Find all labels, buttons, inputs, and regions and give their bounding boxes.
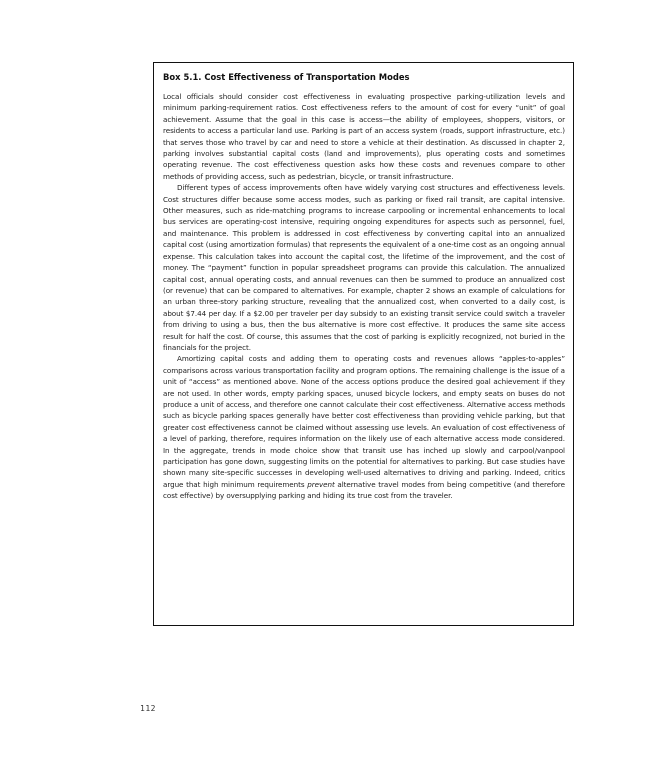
box-paragraph-3 [163, 353, 565, 501]
page-number: 112 [140, 704, 156, 713]
box-paragraph-3-tail: alternative travel modes from being competitive (and therefore cost effective) by oversupplying parking and hiding its true cost from the traveler. [163, 479, 565, 501]
box-paragraph-2: Different types of access improvements often have widely varying cost structures and effectiveness levels. Cost structures differ because some access modes, such as parking or fixed rail transit, are capital intensive. Other measures, such as ride-matching programs to increase carpooling or incremental enhancements to local bus services are operating-cost intensive, requiring ongoing expenditures for aspects such as personnel, fuel, and maintenance. This problem is addressed in cost effectiveness by converting capital into an annualized capital cost (using amortization formulas) that represents the equivalent of a one-time cost as an ongoing annual expense. This calculation takes into account the capital cost, the lifetime of the improvement, and the cost of money. The “payment” function in popular spreadsheet programs can provide this calculation. The annualized capital cost, annual operating costs, and annual revenues can then be summed to produce an annualized cost (or revenue) that can be compared to alternatives. For example, chapter 2 shows an example of calculations for an urban three-story parking structure, revealing that the annualized cost, when converted to a daily cost, is about $7.44 per day. If a $2.00 per traveler per day subsidy to an existing transit service could switch a traveler from driving to using a bus, then the bus alternative is more cost effective. It produces the same site access result for half the cost. Of course, this assumes that the cost of parking is explicitly recognized, not buried in the financials for the project. [163, 183, 565, 352]
box-title: Box 5.1. Cost Effectiveness of Transportation Modes [163, 72, 410, 82]
box-paragraph-3-text: Amortizing capital costs and adding them to operating costs and revenues allows “apples-to-apples” comparisons across various transportation facility and program options. The remaining challenge is the issue of a unit of “access” as mentioned above. None of the access options produce the desired goal achievement if they are not used. In other words, empty parking spaces, unused bicycle lockers, and empty seats on buses do not produce a unit of access, and therefore one cannot calculate their cost effectiveness. Alternative access methods such as bicycle parking spaces generally have better cost effectiveness than providing vehicle parking, but that greater cost effectiveness cannot be claimed without assessing use levels. An evaluation of cost effectiveness of a level of parking, therefore, requires information on the likely use of each alternative access mode considered. In the aggregate, trends in mode choice show that transit use has inched up slowly and carpool/vanpool participation has gone down, suggesting limits on the potential for alternatives to parking. But case studies have shown many site-specific successes in developing well-used alternatives to driving and parking. Indeed, critics argue that high minimum requirements [163, 354, 565, 489]
sidebar-box [153, 62, 574, 626]
box-paragraph-1: Local officials should consider cost effectiveness in evaluating prospective parking-utilization levels and minimum parking-requirement ratios. Cost effectiveness refers to the amount of cost for every “unit” of goal achievement. Assume that the goal in this case is access—the ability of employees, shoppers, visitors, or residents to access a particular land use. Parking is part of an access system (roads, support infrastructure, etc.) that serves those who travel by car and need to store a vehicle at their destination. As discussed in chapter 2, parking involves substantial capital costs (land and improvements), plus operating costs and sometimes operating revenue. The cost effectiveness question asks how these costs and revenues compare to other methods of providing access, such as pedestrian, bicycle, or transit infrastructure. [163, 92, 565, 181]
emphasis-prevent: prevent [307, 479, 335, 489]
